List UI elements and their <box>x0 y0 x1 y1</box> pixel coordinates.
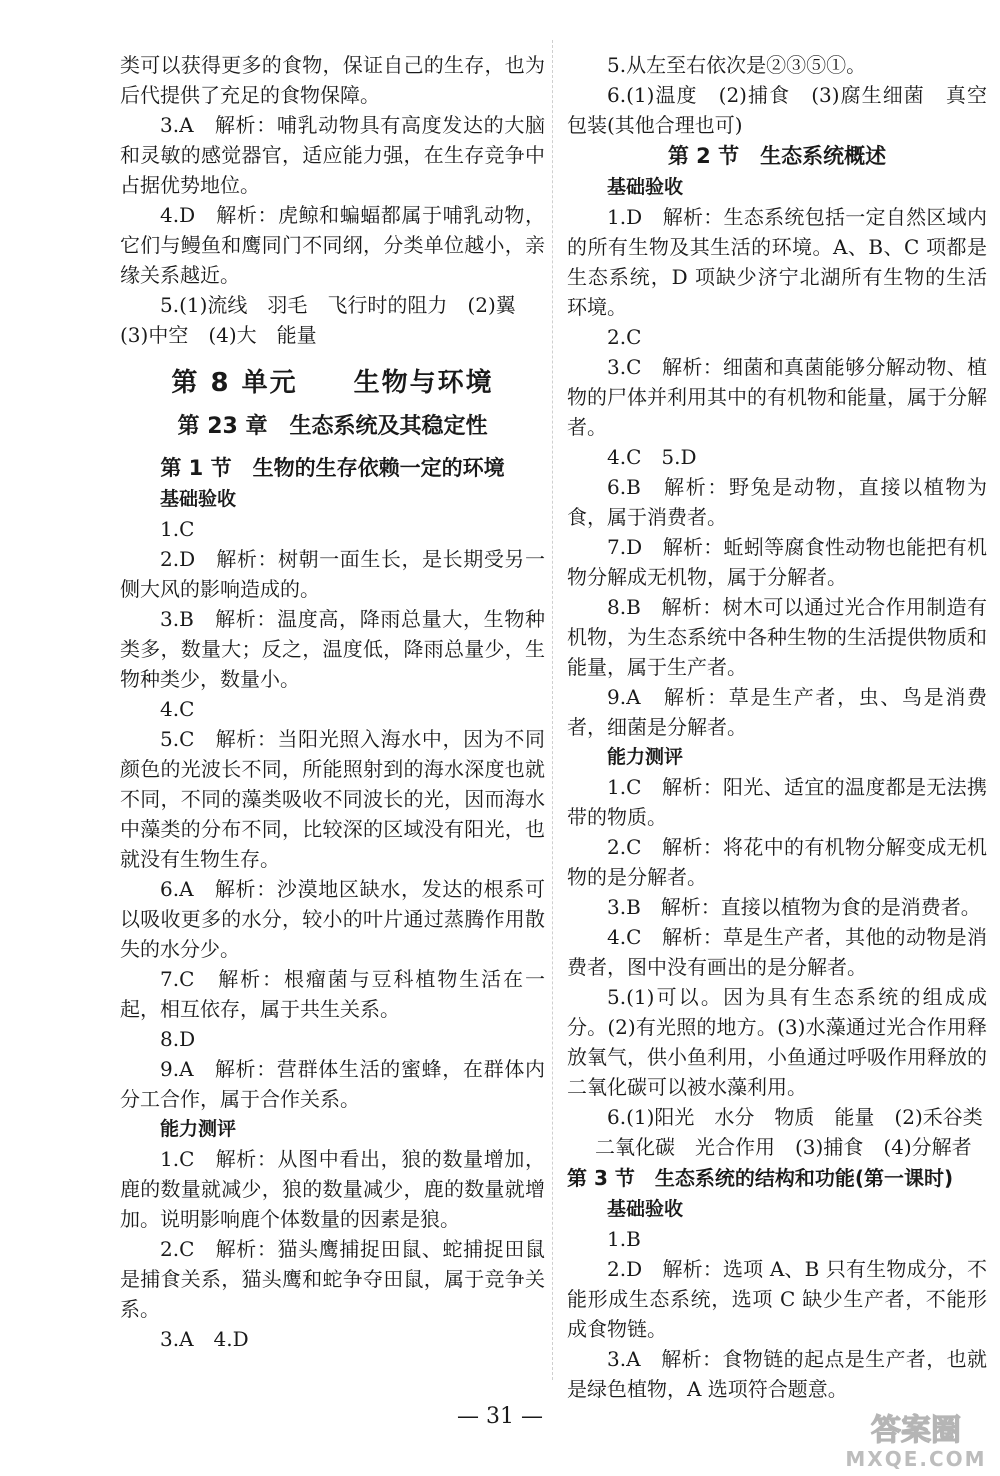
answer-text: 类可以获得更多的食物，保证自己的生存，也为后代提供了充足的食物保障。 <box>120 53 545 107</box>
watermark-text: 答案圈 <box>871 1413 961 1448</box>
answer-item: 3.B 解析：温度高，降雨总量大，生物种类多，数量大；反之，温度低，降雨总量少，生物种类少，数量小。 <box>120 607 545 691</box>
answer-text: 二氧化碳 光合作用 (3)捕食 (4)分解者 <box>595 1135 972 1159</box>
section-heading: 第 1 节 生物的生存依赖一定的环境 <box>160 456 505 480</box>
answer-item: 1.C <box>160 517 195 541</box>
answer-item: 7.D 解析：蚯蚓等腐食性动物也能把有机物分解成无机物，属于分解者。 <box>567 535 987 589</box>
left-column <box>120 50 545 1354</box>
answer-item: 2.C 解析：猫头鹰捕捉田鼠、蛇捕捉田鼠是捕食关系，猫头鹰和蛇争夺田鼠，属于竞争关系。 <box>120 1237 545 1321</box>
unit-heading: 第 8 单元 生物与环境 <box>171 368 494 398</box>
answer-item: 4.C 5.D <box>607 445 697 469</box>
answer-text: (3)中空 (4)大 能量 <box>120 323 317 347</box>
subsection-heading: 能力测评 <box>160 1118 237 1140</box>
answer-item: 1.C 解析：阳光、适宜的温度都是无法携带的物质。 <box>567 775 987 829</box>
answer-item: 2.D 解析：树朝一面生长，是长期受另一侧大风的影响造成的。 <box>120 547 545 601</box>
answer-item: 4.C <box>160 697 195 721</box>
section-heading: 第 3 节 生态系统的结构和功能(第一课时) <box>567 1166 954 1190</box>
answer-item: 6.(1)温度 (2)捕食 (3)腐生细菌 真空包装(其他合理也可) <box>567 83 987 137</box>
answer-item: 6.B 解析：野兔是动物，直接以植物为食，属于消费者。 <box>567 475 987 529</box>
answer-item: 3.B 解析：直接以植物为食的是消费者。 <box>607 895 981 919</box>
answer-item: 3.A 解析：哺乳动物具有高度发达的大脑和灵敏的感觉器官，适应能力强，在生存竞争中占据优势地位。 <box>120 113 545 197</box>
answer-item: 9.A 解析：草是生产者，虫、鸟是消费者，细菌是分解者。 <box>567 685 987 739</box>
section-heading: 第 2 节 生态系统概述 <box>667 144 887 168</box>
answer-item: 3.C 解析：细菌和真菌能够分解动物、植物的尸体并利用其中的有机物和能量，属于分解者。 <box>567 355 987 439</box>
answer-item: 6.A 解析：沙漠地区缺水，发达的根系可以吸收更多的水分，较小的叶片通过蒸腾作用散失的水分少。 <box>120 877 545 961</box>
answer-item: 3.A 解析：食物链的起点是生产者，也就是绿色植物，A 选项符合题意。 <box>567 1347 987 1401</box>
answer-item: 5.C 解析：当阳光照入海水中，因为不同颜色的光波长不同，所能照射到的海水深度也就不同，不同的藻类吸收不同波长的光，因而海水中藻类的分布不同，比较深的区域没有阳光，也就没有生物生存。 <box>120 727 545 871</box>
subsection-heading: 基础验收 <box>160 488 237 510</box>
subsection-heading: 基础验收 <box>607 1198 684 1220</box>
answer-item: 7.C 解析：根瘤菌与豆科植物生活在一起，相互依存，属于共生关系。 <box>120 967 545 1021</box>
answer-item: 1.C 解析：从图中看出，狼的数量增加，鹿的数量就减少，狼的数量减少，鹿的数量就增加。说明影响鹿个体数量的因素是狼。 <box>120 1147 545 1231</box>
answer-item: 1.D 解析：生态系统包括一定自然区域内的所有生物及其生活的环境。A、B、C 项都是生态系统，D 项缺少济宁北湖所有生物的生活环境。 <box>567 205 987 319</box>
answer-item: 5.(1)流线 羽毛 飞行时的阻力 (2)翼 <box>160 293 516 317</box>
watermark-logo-icon <box>836 1408 996 1472</box>
answer-item: 4.C 解析：草是生产者，其他的动物是消费者，图中没有画出的是分解者。 <box>567 925 987 979</box>
answer-item: 8.D <box>160 1027 196 1051</box>
column-divider <box>552 40 553 1380</box>
answer-item: 2.C <box>607 325 642 349</box>
answer-item: 3.A 4.D <box>160 1327 249 1351</box>
answer-item: 2.D 解析：选项 A、B 只有生物成分，不能形成生态系统，选项 C 缺少生产者，不能形成食物链。 <box>567 1257 987 1341</box>
answer-item: 6.(1)阳光 水分 物质 能量 (2)禾谷类 <box>607 1105 983 1129</box>
page-number: — 31 — <box>457 1404 543 1429</box>
answer-item: 2.C 解析：将花中的有机物分解变成无机物的是分解者。 <box>567 835 987 889</box>
answer-item: 5.(1)可以。因为具有生态系统的组成成分。(2)有光照的地方。(3)水藻通过光合作用释放氧气，供小鱼利用，小鱼通过呼吸作用释放的二氧化碳可以被水藻利用。 <box>567 985 987 1099</box>
answer-item: 4.D 解析：虎鲸和蝙蝠都属于哺乳动物，它们与鳗鱼和鹰同门不同纲，分类单位越小，亲缘关系越近。 <box>120 203 545 287</box>
answer-item: 8.B 解析：树木可以通过光合作用制造有机物，为生态系统中各种生物的生活提供物质和能量，属于生产者。 <box>567 595 987 679</box>
right-column <box>567 50 987 1404</box>
answer-item: 9.A 解析：营群体生活的蜜蜂，在群体内分工合作，属于合作关系。 <box>120 1057 545 1111</box>
chapter-heading: 第 23 章 生态系统及其稳定性 <box>177 414 488 439</box>
answer-item: 5.从左至右依次是②③⑤①。 <box>607 53 867 77</box>
answer-item: 1.B <box>607 1227 641 1251</box>
watermark-url: MXQE.COM <box>845 1447 987 1471</box>
subsection-heading: 能力测评 <box>607 746 684 768</box>
subsection-heading: 基础验收 <box>607 176 684 198</box>
